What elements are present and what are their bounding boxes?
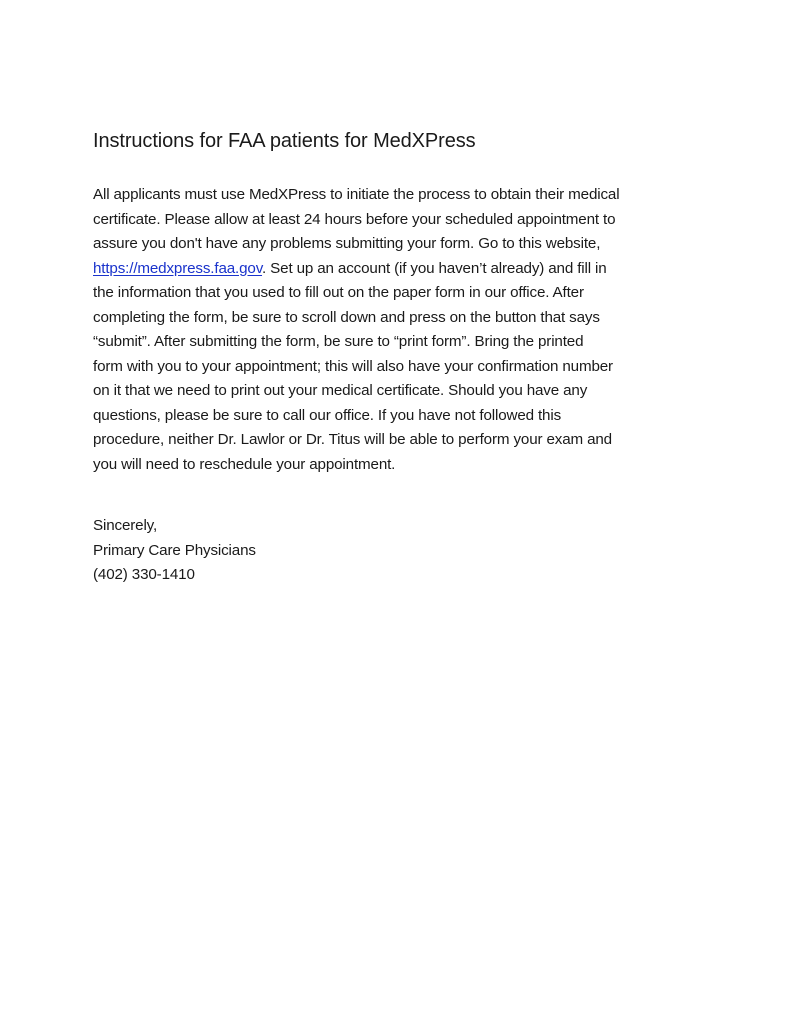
paragraph-line: “submit”. After submitting the form, be sure to “print form”. Bring the printed — [93, 333, 584, 350]
paragraph-line: certificate. Please allow at least 24 hours before your scheduled appointment to — [93, 210, 616, 228]
paragraph-line: assure you don't have any problems submitting your form. Go to this website, — [93, 235, 601, 252]
organization-name: Primary Care Physicians — [93, 541, 256, 559]
paragraph-line: completing the form, be sure to scroll down and press on the button that says — [93, 308, 600, 326]
instructions-paragraph — [93, 183, 619, 477]
document-title: Instructions for FAA patients for MedXPress — [93, 130, 476, 152]
signature-block — [93, 514, 256, 588]
medxpress-website-link[interactable]: https://medxpress.faa.gov — [93, 259, 263, 277]
paragraph-line: All applicants must use MedXPress to initiate the process to obtain their medical — [93, 186, 620, 203]
paragraph-line: on it that we need to print out your medical certificate. Should you have any — [93, 382, 588, 399]
salutation: Sincerely, — [93, 517, 158, 534]
paragraph-line: questions, please be sure to call our office. If you have not followed this — [93, 406, 562, 424]
paragraph-line-text: . Set up an account (if you haven’t already) and fill in — [262, 259, 607, 277]
paragraph-line-with-link — [93, 257, 619, 282]
paragraph-line: you will need to reschedule your appointment. — [93, 455, 396, 473]
paragraph-line: the information that you used to fill out on the paper form in our office. After — [93, 284, 584, 301]
paragraph-line: procedure, neither Dr. Lawlor or Dr. Titus will be able to perform your exam and — [93, 431, 612, 448]
paragraph-line: form with you to your appointment; this will also have your confirmation number — [93, 357, 613, 375]
phone-number: (402) 330-1410 — [93, 566, 195, 583]
